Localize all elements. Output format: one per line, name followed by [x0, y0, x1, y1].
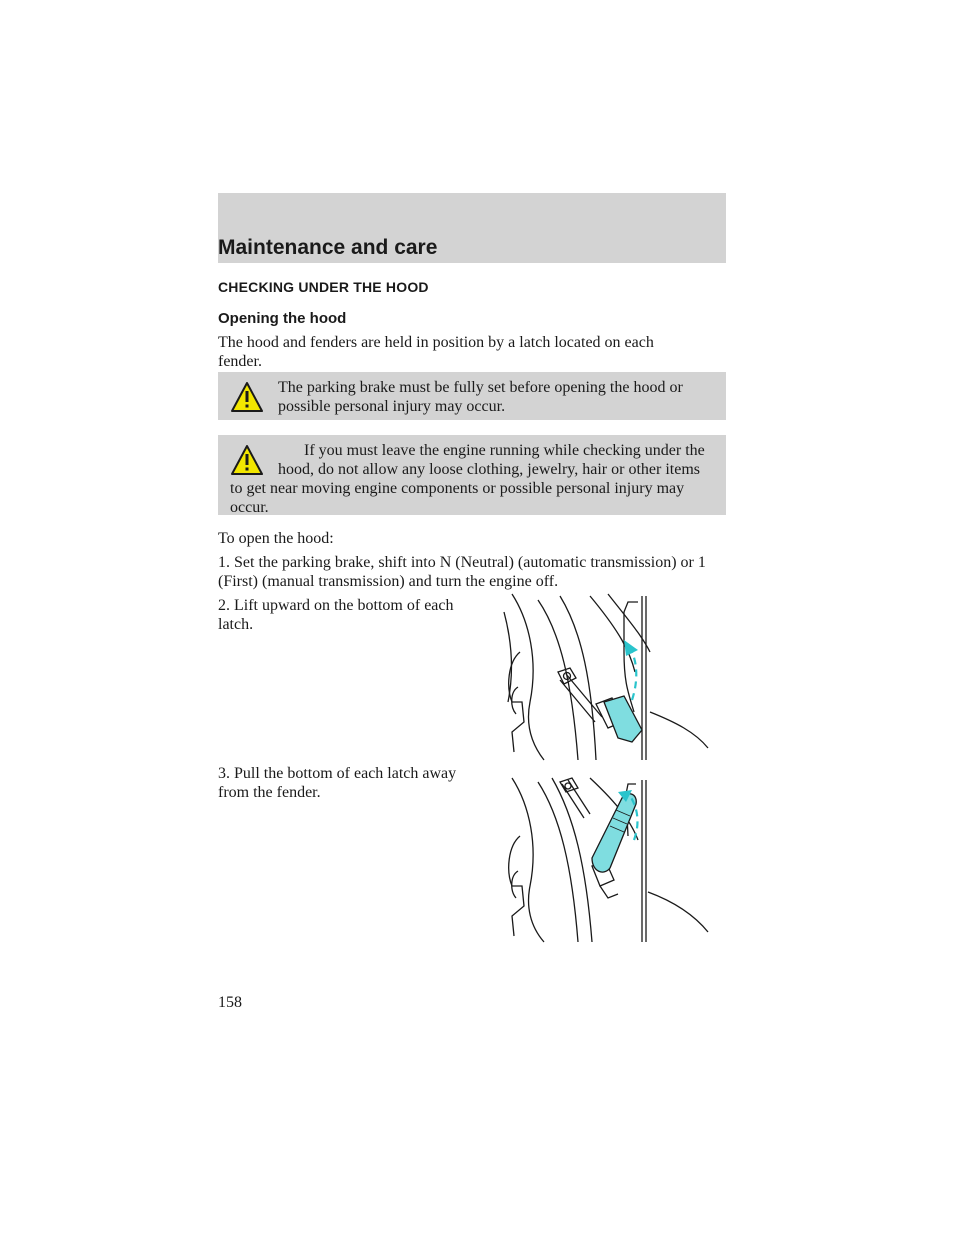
section-heading: CHECKING UNDER THE HOOD: [218, 279, 429, 295]
warning-triangle-icon: [230, 444, 264, 476]
step-2: 2. Lift upward on the bottom of each latch.: [218, 597, 454, 633]
steps-lead: To open the hood:: [218, 530, 334, 547]
warning-box-2: [218, 435, 726, 515]
warning-text-1: The parking brake must be fully set before opening the hood or possible personal injury may occur.: [278, 379, 683, 415]
intro-paragraph: The hood and fenders are held in position by a latch located on each fender.: [218, 334, 654, 370]
subsection-heading: Opening the hood: [218, 310, 347, 327]
warning-text-2: If you must leave the engine running while checking under the hood, do not allow any loose clothing, jewelry, hair or other items to get near moving engine components or possible personal injury may occur.: [230, 442, 705, 516]
warning-triangle-icon: [230, 381, 264, 413]
warning-box-1: [218, 372, 726, 420]
latch-pull-illustration: [500, 776, 715, 944]
page-title: Maintenance and care: [218, 236, 438, 259]
latch-lift-illustration: [500, 592, 715, 762]
step-1: 1. Set the parking brake, shift into N (Neutral) (automatic transmission) or 1 (First) (manual transmission) and turn the engine off.: [218, 554, 706, 590]
step-3: 3. Pull the bottom of each latch away from the fender.: [218, 765, 457, 801]
page-number: 158: [218, 994, 242, 1011]
